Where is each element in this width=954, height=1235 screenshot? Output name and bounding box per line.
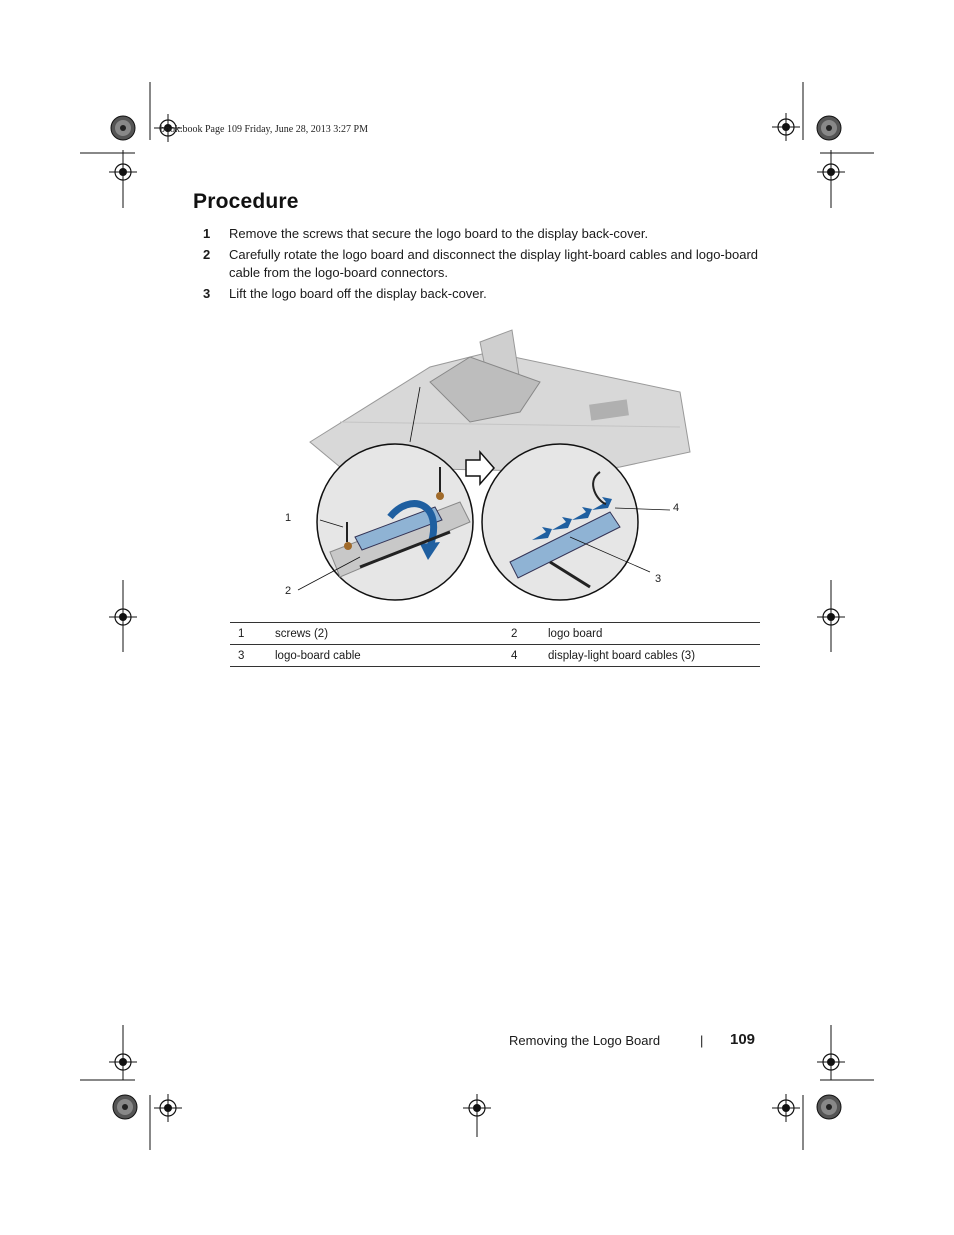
step-text: Remove the screws that secure the logo board to the display back-cover. bbox=[229, 226, 649, 241]
figure-callout-1: 1 bbox=[285, 512, 292, 524]
step-text: Carefully rotate the logo board and disconnect the display light-board cables and logo-board cable from the logo-board connectors. bbox=[229, 247, 759, 280]
footer-separator: | bbox=[700, 1033, 704, 1048]
step-text: Lift the logo board off the display back-cover. bbox=[229, 286, 487, 301]
step-item bbox=[203, 225, 763, 243]
legend-label: screws (2) bbox=[275, 627, 329, 640]
legend-number: 2 bbox=[511, 627, 518, 640]
section-title: Procedure bbox=[193, 190, 299, 213]
step-number: 1 bbox=[203, 226, 211, 241]
footer-chapter-title: Removing the Logo Board bbox=[509, 1033, 661, 1048]
step-item bbox=[203, 246, 763, 282]
legend-number: 1 bbox=[238, 627, 245, 640]
procedure-steps bbox=[203, 225, 763, 306]
figure-callout-2: 2 bbox=[285, 585, 292, 597]
figure-callout-3: 3 bbox=[655, 573, 662, 585]
legend-label: logo-board cable bbox=[275, 649, 361, 662]
legend-number: 4 bbox=[511, 649, 518, 662]
page-number: 109 bbox=[730, 1031, 756, 1048]
callout-legend-table bbox=[230, 622, 760, 667]
step-number: 2 bbox=[203, 247, 211, 262]
logo-board-illustration bbox=[280, 322, 700, 602]
step-item bbox=[203, 285, 763, 303]
step-number: 3 bbox=[203, 286, 211, 301]
legend-number: 3 bbox=[238, 649, 245, 662]
table-row bbox=[230, 623, 760, 645]
legend-label: logo board bbox=[548, 627, 603, 640]
legend-label: display-light board cables (3) bbox=[548, 649, 696, 662]
print-header-note: book.book Page 109 Friday, June 28, 2013 3:27 PM bbox=[160, 124, 368, 135]
table-row bbox=[230, 645, 760, 667]
figure-callout-4: 4 bbox=[673, 502, 680, 514]
